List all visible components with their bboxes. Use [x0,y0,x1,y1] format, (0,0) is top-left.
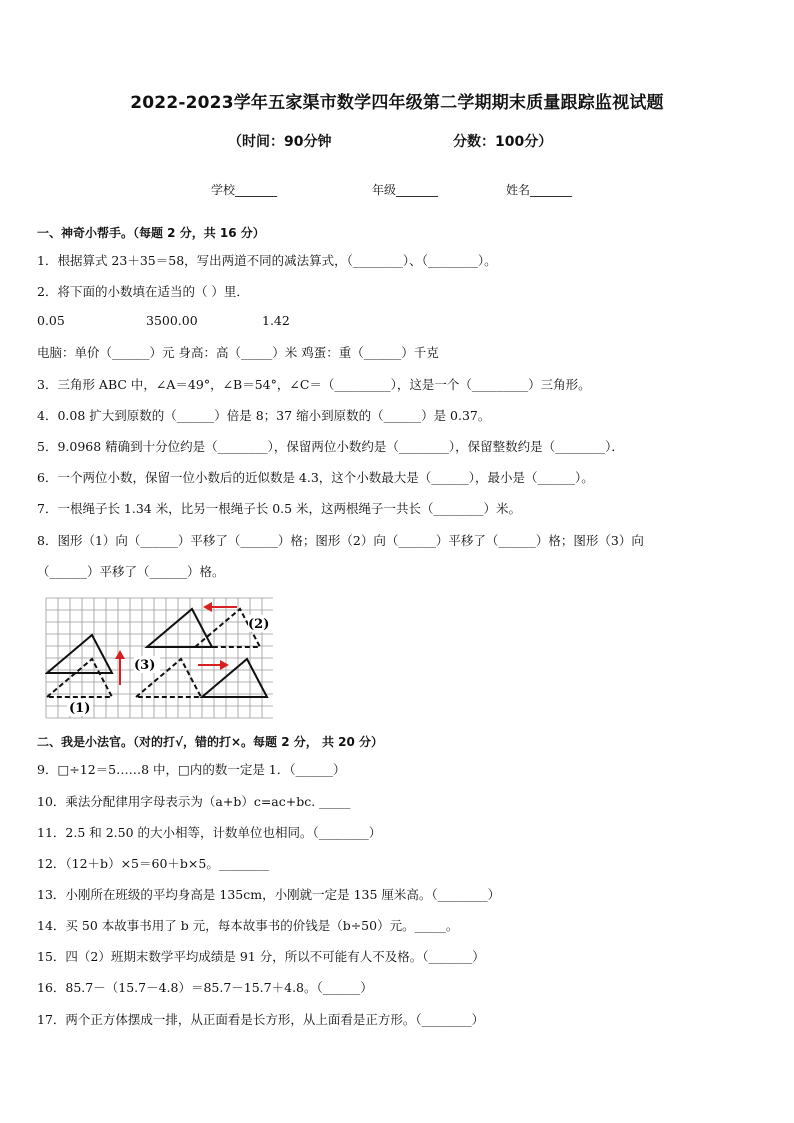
question-7: 7．一根绳子长 1.34 米，比另一根绳子长 0.5 米，这两根绳子一共长（________）米。 [37,501,522,516]
question-15: 15．四（2）班期末数学平均成绩是 91 分，所以不可能有人不及格。（_______） [37,949,485,964]
exam-time: （时间：90分钟 [228,134,332,150]
section-heading-1: 一、神奇小帮手。（每题 2 分，共 16 分） [37,226,265,240]
question-8-line2: （______）平移了（______）格。 [37,564,225,579]
exam-score: 分数：100分） [453,134,553,150]
decimal-value: 1.42 [262,313,290,328]
name-field: 姓名_______ [506,183,573,197]
question-14: 14．买 50 本故事书用了 b 元，每本故事书的价钱是（b÷50）元。_____。 [37,918,459,933]
school-field: 学校_______ [211,183,278,197]
section-heading-2: 二、我是小法官。（对的打√，错的打×。每题 2 分， 共 20 分） [37,735,383,749]
decimal-list [37,313,337,331]
translation-grid-figure [45,595,273,721]
decimal-value: 0.05 [37,313,65,328]
question-10: 10．乘法分配律用字母表示为（a+b）c=ac+bc. _____ [37,794,351,809]
figure-label-3: (3) [134,658,156,673]
page-title: 2022-2023学年五家渠市数学四年级第二学期期末质量跟踪监视试题 [130,93,664,113]
question-2-fill: 电脑：单价（______）元 身高：高（_____）米 鸡蛋：重（______）千克 [37,345,439,360]
figure-label-2: (2) [248,617,270,632]
figure-label-1: (1) [69,701,91,716]
decimal-value: 3500.00 [146,313,198,328]
question-2: 2．将下面的小数填在适当的（ ）里． [37,284,249,299]
question-17: 17．两个正方体摆成一排，从正面看是长方形，从上面看是正方形。（________） [37,1012,485,1027]
question-5: 5．9.0968 精确到十分位约是（________），保留两位小数约是（________），保留整数约是（________）． [37,439,624,454]
question-9: 9．□÷12＝5……8 中，□内的数一定是 1．（______） [37,762,346,777]
question-1: 1．根据算式 23＋35＝58，写出两道不同的减法算式，（________）、（________）。 [37,253,497,268]
question-11: 11．2.5 和 2.50 的大小相等，计数单位也相同。（________） [37,825,382,840]
arrow-up-head [115,650,125,659]
grade-field: 年级_______ [372,183,439,197]
arrow-right-head [220,660,229,670]
triangle-shape [47,635,112,673]
question-13: 13．小刚所在班级的平均身高是 135cm，小刚就一定是 135 厘米高。（________） [37,887,501,902]
question-4: 4．0.08 扩大到原数的（______）倍是 8；37 缩小到原数的（______）是 0.37。 [37,408,491,423]
question-16: 16．85.7－（15.7－4.8）＝85.7－15.7＋4.8。（______） [37,980,373,995]
question-3: 3．三角形 ABC 中，∠A＝49°，∠B＝54°，∠C＝（_________），这是一个（_________）三角形。 [37,377,591,392]
question-6: 6．一个两位小数，保留一位小数后的近似数是 4.3，这个小数最大是（______），最小是（______）。 [37,470,594,485]
question-12: 12．（12＋b）×5＝60＋b×5。________ [37,856,269,871]
question-8-line1: 8．图形（1）向（______）平移了（______）格；图形（2）向（______）平移了（______）格；图形（3）向 [37,533,644,548]
arrow-left-head [203,602,212,612]
